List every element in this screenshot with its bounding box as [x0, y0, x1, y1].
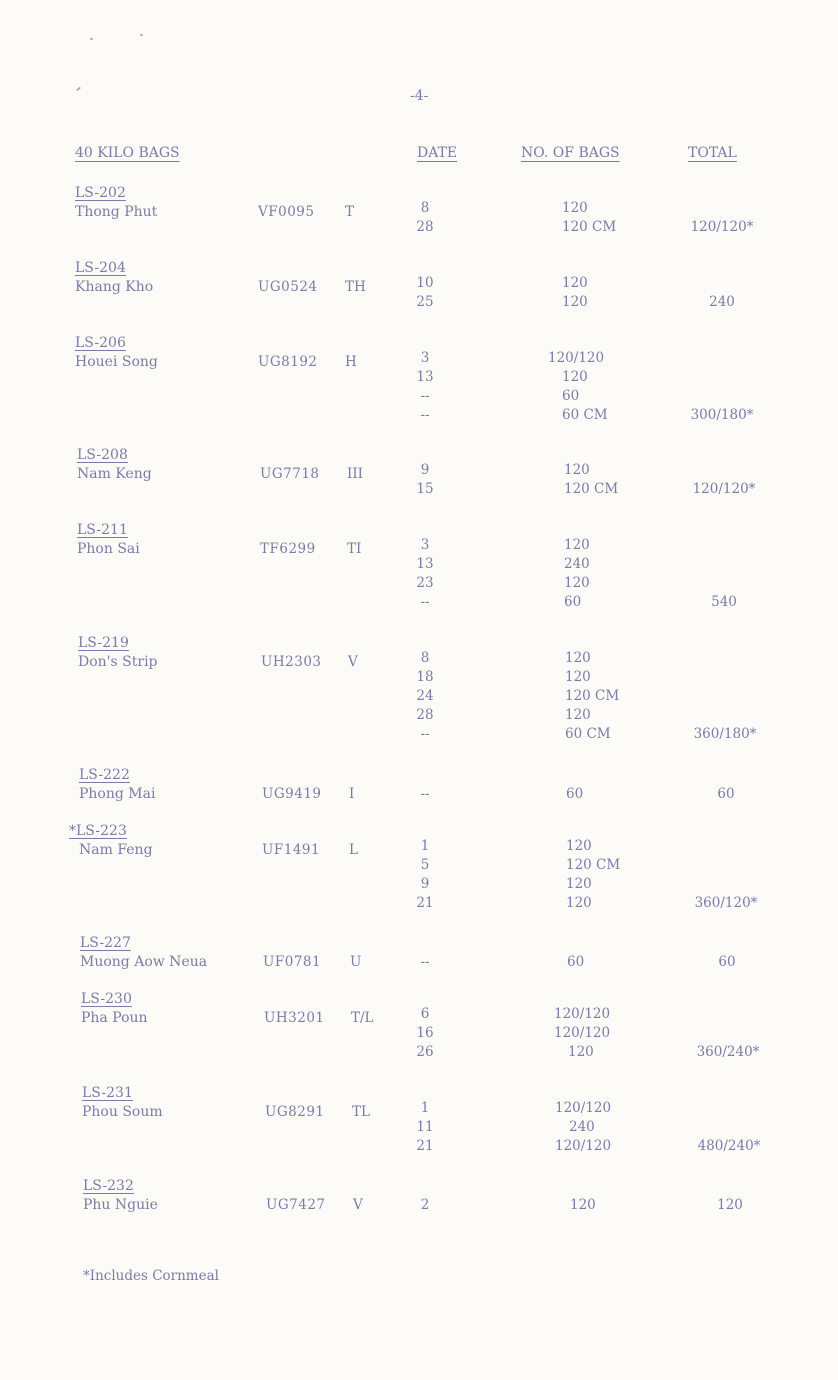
- site-code: LS-208: [77, 447, 128, 463]
- site-type-code: T/L: [351, 1010, 374, 1026]
- delivery-row: [0, 481, 838, 500]
- bag-count: 120: [562, 369, 588, 385]
- delivery-row: [0, 350, 838, 369]
- site-name: Phu Nguie: [83, 1197, 158, 1213]
- row-total: 360/180*: [693, 726, 757, 742]
- delivery-rows: [0, 1006, 838, 1063]
- delivery-rows: [0, 650, 838, 745]
- delivery-date: 21: [416, 895, 434, 911]
- bag-count: 240: [564, 556, 590, 572]
- delivery-rows: [0, 462, 838, 500]
- grid-reference: UG8291: [265, 1104, 325, 1120]
- site-code: LS-204: [75, 260, 126, 276]
- delivery-row: [0, 1044, 838, 1063]
- delivery-row: [0, 219, 838, 238]
- row-total: 120/120*: [692, 481, 756, 497]
- site-type-code: U: [350, 954, 362, 970]
- bag-count: 120: [564, 537, 590, 553]
- row-total: 120: [717, 1197, 743, 1213]
- delivery-date: 6: [420, 1006, 430, 1022]
- delivery-date: 8: [420, 200, 430, 216]
- bag-count: 120: [566, 838, 592, 854]
- bag-count: 60: [567, 954, 585, 970]
- delivery-row: [0, 1006, 838, 1025]
- row-total: 300/180*: [690, 407, 754, 423]
- delivery-row: [0, 575, 838, 594]
- bag-count: 120 CM: [564, 481, 619, 497]
- delivery-date: 28: [416, 219, 434, 235]
- delivery-date: 1: [420, 838, 430, 854]
- delivery-date: --: [420, 786, 430, 802]
- bag-count: 120 CM: [562, 219, 617, 235]
- grid-reference: UG9419: [262, 786, 322, 802]
- bag-count: 120 CM: [565, 688, 620, 704]
- site-name: Khang Kho: [75, 279, 154, 295]
- grid-reference: UG7427: [266, 1197, 326, 1213]
- delivery-row: [0, 876, 838, 895]
- delivery-date: 25: [416, 294, 434, 310]
- bag-count: 120: [562, 294, 588, 310]
- delivery-rows: [0, 275, 838, 313]
- delivery-row: [0, 688, 838, 707]
- delivery-rows: [0, 537, 838, 613]
- delivery-row: [0, 726, 838, 745]
- row-total: 360/240*: [696, 1044, 760, 1060]
- bag-count: 120: [562, 200, 588, 216]
- site-type-code: III: [347, 466, 363, 482]
- delivery-date: 9: [420, 462, 430, 478]
- site-name: Nam Keng: [77, 466, 152, 482]
- bag-count: 120/120: [548, 350, 605, 366]
- delivery-row: [0, 895, 838, 914]
- delivery-row: [0, 275, 838, 294]
- row-total: 120/120*: [690, 219, 754, 235]
- paper-speck: [90, 38, 93, 40]
- site-code: LS-231: [82, 1085, 133, 1101]
- paper-speck: [140, 34, 143, 36]
- grid-reference: UG7718: [260, 466, 320, 482]
- delivery-date: 18: [416, 669, 434, 685]
- delivery-date: 3: [420, 537, 430, 553]
- bag-count: 120: [565, 669, 591, 685]
- delivery-row: [0, 650, 838, 669]
- delivery-rows: [0, 838, 838, 914]
- delivery-date: --: [420, 954, 430, 970]
- row-total: 240: [709, 294, 735, 310]
- bag-count: 120: [565, 650, 591, 666]
- delivery-date: 2: [420, 1197, 430, 1213]
- delivery-rows: [0, 954, 838, 973]
- delivery-date: --: [420, 594, 430, 610]
- delivery-row: [0, 1100, 838, 1119]
- delivery-row: [0, 1025, 838, 1044]
- delivery-row: [0, 537, 838, 556]
- delivery-rows: [0, 350, 838, 426]
- bag-count: 120/120: [554, 1025, 611, 1041]
- delivery-date: 16: [416, 1025, 434, 1041]
- row-total: 540: [711, 594, 737, 610]
- site-code: LS-202: [75, 185, 126, 201]
- site-name: Thong Phut: [75, 204, 158, 220]
- site-code: LS-206: [75, 335, 126, 351]
- delivery-date: 5: [420, 857, 430, 873]
- site-name: Nam Feng: [79, 842, 153, 858]
- bag-count: 120: [568, 1044, 594, 1060]
- delivery-date: 11: [416, 1119, 434, 1135]
- grid-reference: UG8192: [258, 354, 318, 370]
- delivery-date: --: [420, 726, 430, 742]
- site-name: Don's Strip: [78, 654, 158, 670]
- bags-column-header: NO. OF BAGS: [521, 145, 620, 161]
- paper-speck: [76, 87, 81, 92]
- delivery-date: 1: [420, 1100, 430, 1116]
- site-code: LS-222: [79, 767, 130, 783]
- page-number: -4-: [410, 88, 429, 104]
- total-column-header: TOTAL: [688, 145, 737, 161]
- delivery-date: --: [420, 388, 430, 404]
- delivery-row: [0, 1138, 838, 1157]
- delivery-date: 3: [420, 350, 430, 366]
- delivery-date: 13: [416, 369, 434, 385]
- delivery-date: --: [420, 407, 430, 423]
- bag-count: 120: [564, 462, 590, 478]
- delivery-row: [0, 388, 838, 407]
- bag-count: 240: [569, 1119, 595, 1135]
- bag-count: 120: [566, 876, 592, 892]
- grid-reference: VF0095: [258, 204, 315, 220]
- delivery-row: [0, 294, 838, 313]
- delivery-date: 13: [416, 556, 434, 572]
- section-heading: 40 KILO BAGS: [75, 145, 180, 161]
- delivery-row: [0, 369, 838, 388]
- delivery-row: [0, 462, 838, 481]
- footnote: *Includes Cornmeal: [83, 1268, 219, 1284]
- site-code: LS-232: [83, 1178, 134, 1194]
- grid-reference: UF1491: [262, 842, 321, 858]
- delivery-rows: [0, 1197, 838, 1216]
- site-type-code: V: [348, 654, 358, 670]
- delivery-date: 28: [416, 707, 434, 723]
- grid-reference: TF6299: [260, 541, 316, 557]
- site-name: Muong Aow Neua: [80, 954, 208, 970]
- site-type-code: TL: [352, 1104, 370, 1120]
- delivery-row: [0, 1197, 838, 1216]
- delivery-date: 21: [416, 1138, 434, 1154]
- row-total: 60: [718, 954, 736, 970]
- bag-count: 60 CM: [565, 726, 611, 742]
- row-total: 60: [717, 786, 735, 802]
- grid-reference: UF0781: [263, 954, 322, 970]
- site-type-code: I: [349, 786, 355, 802]
- site-code: LS-211: [77, 522, 128, 538]
- site-code: *LS-223: [69, 823, 127, 839]
- site-code: LS-219: [78, 635, 129, 651]
- bag-count: 60: [564, 594, 582, 610]
- bag-count: 60 CM: [562, 407, 608, 423]
- delivery-row: [0, 786, 838, 805]
- delivery-rows: [0, 200, 838, 238]
- site-code: LS-227: [80, 935, 131, 951]
- delivery-rows: [0, 1100, 838, 1157]
- site-code: LS-230: [81, 991, 132, 1007]
- bag-count: 120: [566, 895, 592, 911]
- delivery-row: [0, 954, 838, 973]
- delivery-row: [0, 594, 838, 613]
- site-type-code: T: [345, 204, 355, 220]
- delivery-date: 10: [416, 275, 434, 291]
- site-type-code: TI: [347, 541, 362, 557]
- grid-reference: UH2303: [261, 654, 322, 670]
- bag-count: 120/120: [554, 1006, 611, 1022]
- delivery-row: [0, 200, 838, 219]
- bag-count: 120/120: [555, 1138, 612, 1154]
- row-total: 480/240*: [697, 1138, 761, 1154]
- delivery-rows: [0, 786, 838, 805]
- bag-count: 120: [564, 575, 590, 591]
- delivery-date: 26: [416, 1044, 434, 1060]
- bag-count: 120: [562, 275, 588, 291]
- site-name: Houei Song: [75, 354, 158, 370]
- bag-count: 120: [565, 707, 591, 723]
- delivery-date: 9: [420, 876, 430, 892]
- site-name: Phon Sai: [77, 541, 140, 557]
- date-column-header: DATE: [417, 145, 458, 161]
- grid-reference: UH3201: [264, 1010, 325, 1026]
- bag-count: 120: [570, 1197, 596, 1213]
- delivery-row: [0, 838, 838, 857]
- delivery-row: [0, 1119, 838, 1138]
- site-name: Phou Soum: [82, 1104, 163, 1120]
- site-name: Phong Mai: [79, 786, 156, 802]
- bag-count: 60: [566, 786, 584, 802]
- grid-reference: UG0524: [258, 279, 318, 295]
- delivery-date: 23: [416, 575, 434, 591]
- delivery-date: 8: [420, 650, 430, 666]
- bag-count: 120/120: [555, 1100, 612, 1116]
- delivery-row: [0, 556, 838, 575]
- delivery-row: [0, 707, 838, 726]
- delivery-date: 24: [416, 688, 434, 704]
- bag-count: 120 CM: [566, 857, 621, 873]
- delivery-row: [0, 669, 838, 688]
- site-type-code: H: [345, 354, 357, 370]
- row-total: 360/120*: [694, 895, 758, 911]
- site-name: Pha Poun: [81, 1010, 148, 1026]
- delivery-row: [0, 407, 838, 426]
- delivery-row: [0, 857, 838, 876]
- site-type-code: TH: [345, 279, 366, 295]
- site-type-code: L: [349, 842, 358, 858]
- delivery-date: 15: [416, 481, 434, 497]
- site-type-code: V: [353, 1197, 363, 1213]
- bag-count: 60: [562, 388, 580, 404]
